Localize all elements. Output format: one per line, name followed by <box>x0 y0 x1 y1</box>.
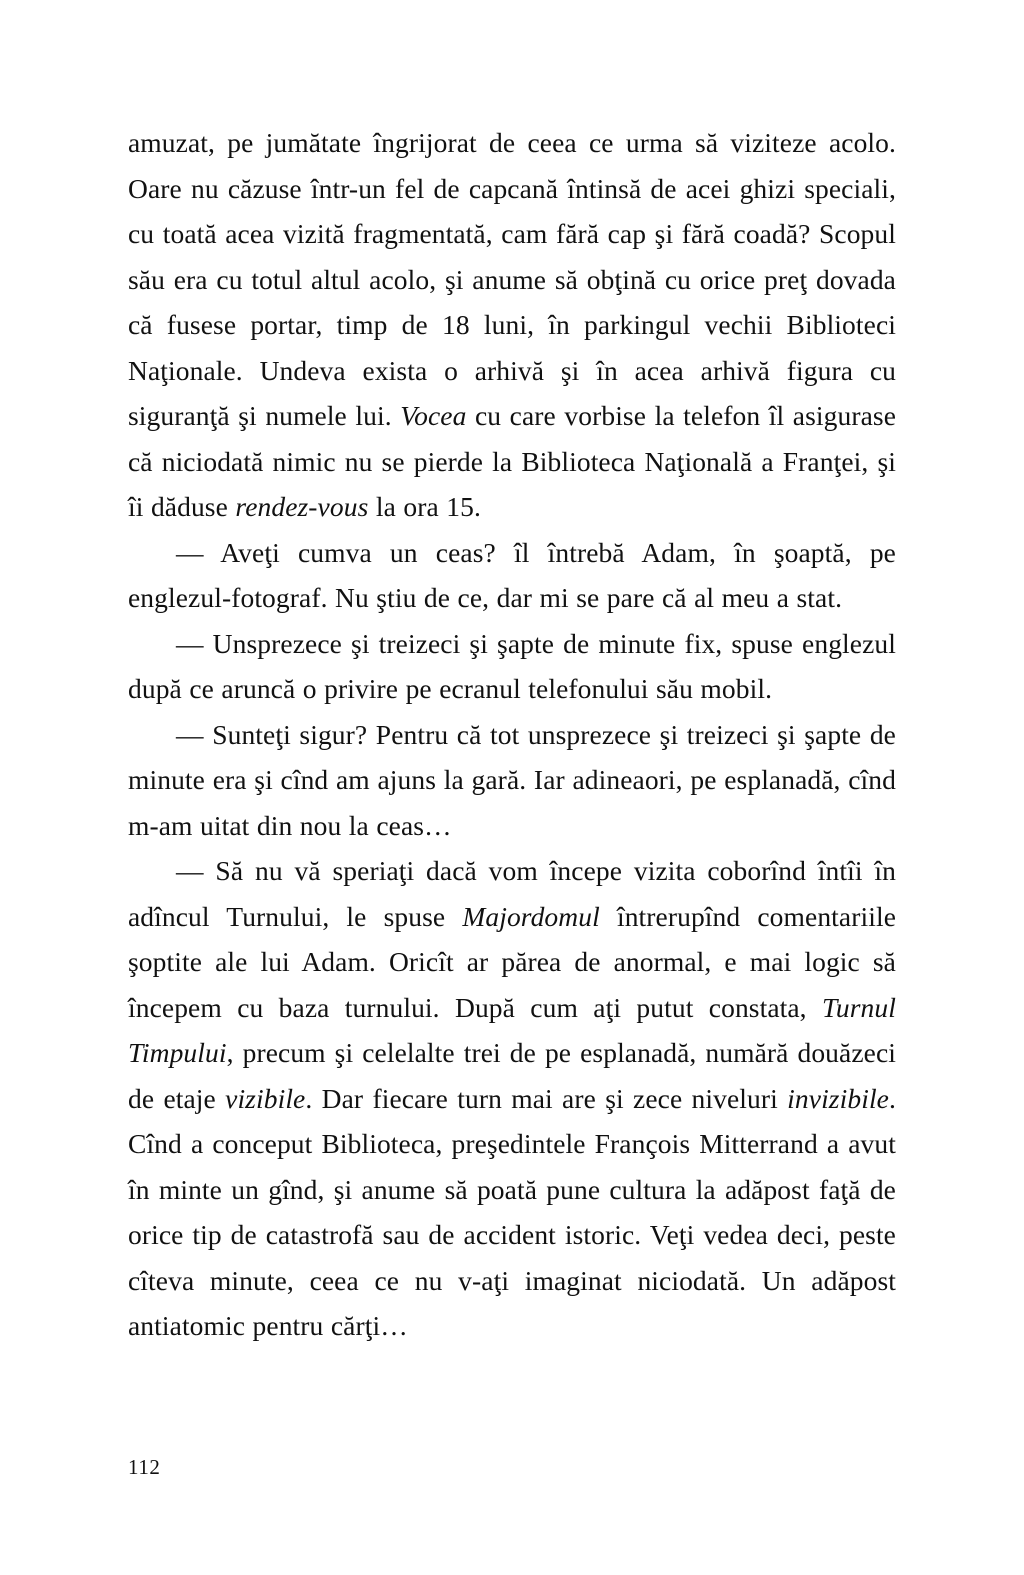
text-run: , precum şi celelalte trei de pe esplanadă, numără douăzeci de etaje <box>128 1037 896 1114</box>
text-run: — Sunteţi sigur? Pentru că tot unsprezece şi treizeci şi şapte de minute era şi cînd am ajuns la gară. Iar adineaori, pe esplanadă, cînd m-am uitat din nou la ceas… <box>128 718 896 841</box>
paragraph <box>128 712 896 849</box>
body-text <box>128 120 896 1349</box>
text-run: la ora 15. <box>368 491 481 522</box>
emphasis-text: vizibile <box>225 1082 306 1114</box>
text-run: amuzat, pe jumătate îngrijorat de ceea ce urma să viziteze acolo. Oare nu căzuse într-un fel de capcană întinsă de acei ghizi speciali, cu toată acea vizită fragmentată, cam fără cap şi fără coadă? Scopul său era cu totul altul acolo, şi anume să obţină cu orice preţ dovada că fusese portar, timp de 18 luni, în parkingul vechii Biblioteci Naţionale. Undeva exista o arhivă şi în acea arhivă figura cu siguranţă şi numele lui. <box>128 127 896 431</box>
text-run: — Aveţi cumva un ceas? îl întrebă Adam, în şoaptă, pe englezul-fotograf. Nu ştiu de ce, dar mi se pare că al meu a stat. <box>128 536 896 613</box>
text-run: . Cînd a conceput Biblioteca, preşedintele François Mitterrand a avut în minte un gînd, şi anume să poată pune cultura la adăpost faţă de orice tip de catastrofă sau de accident istoric. Veţi vedea deci, peste cîteva minute, ceea ce nu v-aţi imaginat niciodată. Un adăpost antiatomic pentru cărţi… <box>128 1082 896 1341</box>
paragraph <box>128 848 896 1349</box>
text-run: — Să nu vă speriaţi dacă vom începe vizita coborînd întîi în adîncul Turnului, le spuse <box>128 855 896 932</box>
paragraph <box>128 530 896 621</box>
text-run: cu care vorbise la telefon îl asigurase că niciodată nimic nu se pierde la Biblioteca Naţională a Franţei, şi îi dăduse <box>128 400 897 522</box>
text-run: întrerupînd comentariile şoptite ale lui Adam. Oricît ar părea de anormal, e mai logic să începem cu baza turnului. După cum aţi putut constata, <box>128 900 896 1023</box>
emphasis-text: Turnul Timpului <box>128 991 896 1068</box>
page-number: 112 <box>128 1455 161 1479</box>
emphasis-text: Vocea <box>400 400 467 431</box>
text-run: — Unsprezece şi treizeci şi şapte de minute fix, spuse englezul după ce aruncă o privire pe ecranul telefonului său mobil. <box>128 627 896 704</box>
emphasis-text: rendez-vous <box>235 491 369 522</box>
paragraph <box>128 621 896 712</box>
text-run: . Dar fiecare turn mai are şi zece niveluri <box>305 1082 788 1114</box>
paragraph <box>128 120 896 530</box>
emphasis-text: invizibile <box>787 1082 889 1114</box>
emphasis-text: Majordomul <box>462 900 600 932</box>
